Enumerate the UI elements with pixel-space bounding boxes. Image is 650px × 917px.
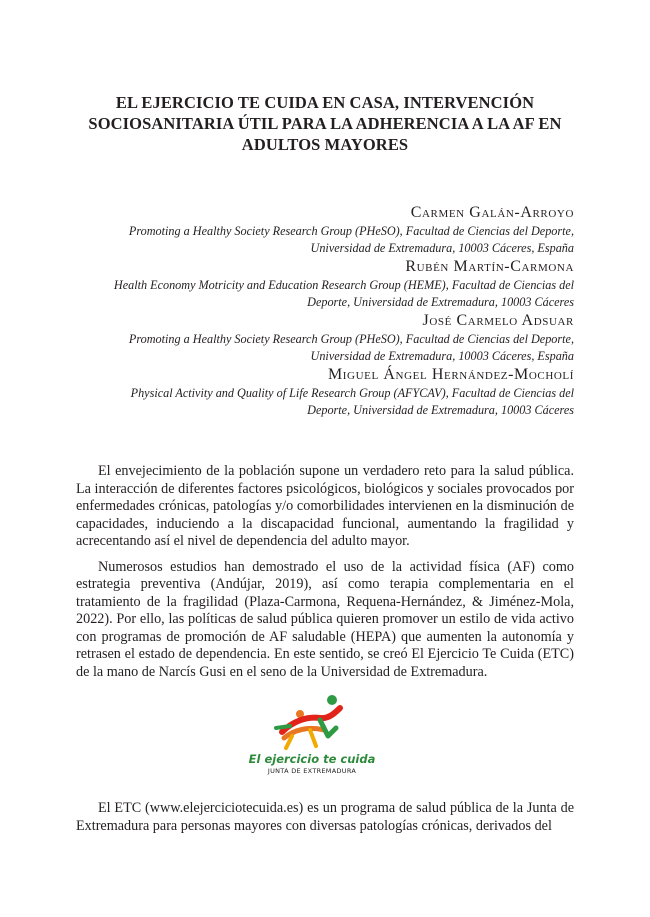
author-affiliation xyxy=(60,223,574,257)
affiliation-line: Deporte, Universidad de Extremadura, 10003 Cáceres xyxy=(307,403,574,417)
affiliation-line: Health Economy Motricity and Education Research Group (HEME), Facultad de Ciencias del xyxy=(113,278,574,292)
logo-figures-icon xyxy=(270,692,354,752)
author-block xyxy=(60,203,574,257)
author-name: Rubén Martín-Carmona xyxy=(405,258,574,275)
author-name: José Carmelo Adsuar xyxy=(422,312,574,329)
paragraph: El envejecimiento de la población supone un verdadero reto para la salud pública. La interacción de diferentes factores psicológicos, biológicos y sociales provocados por enfermedades crónicas, patologías y/o comorbilidades intervienen en la disminución de capacidades, induciendo a la discapacidad funcional, aumentando la fragilidad y acrecentando así el nivel de dependencia del adulto mayor. xyxy=(76,463,574,549)
affiliation-line: Physical Activity and Quality of Life Research Group (AFYCAV), Facultad de Ciencias del xyxy=(130,386,574,400)
author-block xyxy=(60,365,574,419)
author-affiliation xyxy=(60,331,574,365)
body-text xyxy=(76,463,574,681)
body-text xyxy=(76,800,574,835)
title-line-2: SOCIOSANITARIA ÚTIL PARA LA ADHERENCIA A LA AF EN xyxy=(88,114,562,133)
author-affiliation xyxy=(60,277,574,311)
author-name: Carmen Galán-Arroyo xyxy=(410,204,574,221)
paragraph: Numerosos estudios han demostrado el uso de la actividad física (AF) como estrategia preventiva (Andújar, 2019), así como terapia complementaria en el tratamiento de la fragilidad (Plaza-Carmona, Requena-Hernández, & Jiménez-Mola, 2022). Por ello, las políticas de salud pública quieren promover un estilo de vida activo con programas de promoción de AF saludable (HEPA) que aumenten la autonomía y retrasen el estado de dependencia. En este sentido, se creó El Ejercicio Te Cuida (ETC) de la mano de Narcís Gusi en el seno de la Universidad de Extremadura. xyxy=(76,558,574,680)
author-name: Miguel Ángel Hernández-Mocholí xyxy=(327,366,574,383)
author-block xyxy=(60,311,574,365)
logo-subtitle: JUNTA DE EXTREMADURA xyxy=(267,767,357,775)
affiliation-line: Universidad de Extremadura, 10003 Cáceres, España xyxy=(310,241,574,255)
author-list xyxy=(60,203,574,419)
affiliation-line: Promoting a Healthy Society Research Group (PHeSO), Facultad de Ciencias del Deporte, xyxy=(128,332,574,346)
affiliation-line: Deporte, Universidad de Extremadura, 10003 Cáceres xyxy=(307,295,574,309)
author-affiliation xyxy=(60,385,574,419)
paragraph: El ETC (www.elejerciciotecuida.es) es un programa de salud pública de la Junta de Extremadura para personas mayores con diversas patologías crónicas, derivados del xyxy=(76,800,574,834)
title-line-3: ADULTOS MAYORES xyxy=(241,135,409,154)
author-block xyxy=(60,257,574,311)
program-logo xyxy=(242,692,382,782)
title-line-1: EL EJERCICIO TE CUIDA EN CASA, INTERVENCIÓN xyxy=(115,93,535,112)
logo-name: El ejercicio te cuida xyxy=(248,752,376,766)
affiliation-line: Universidad de Extremadura, 10003 Cáceres, España xyxy=(310,349,574,363)
affiliation-line: Promoting a Healthy Society Research Group (PHeSO), Facultad de Ciencias del Deporte, xyxy=(128,224,574,238)
paper-title xyxy=(60,92,590,155)
